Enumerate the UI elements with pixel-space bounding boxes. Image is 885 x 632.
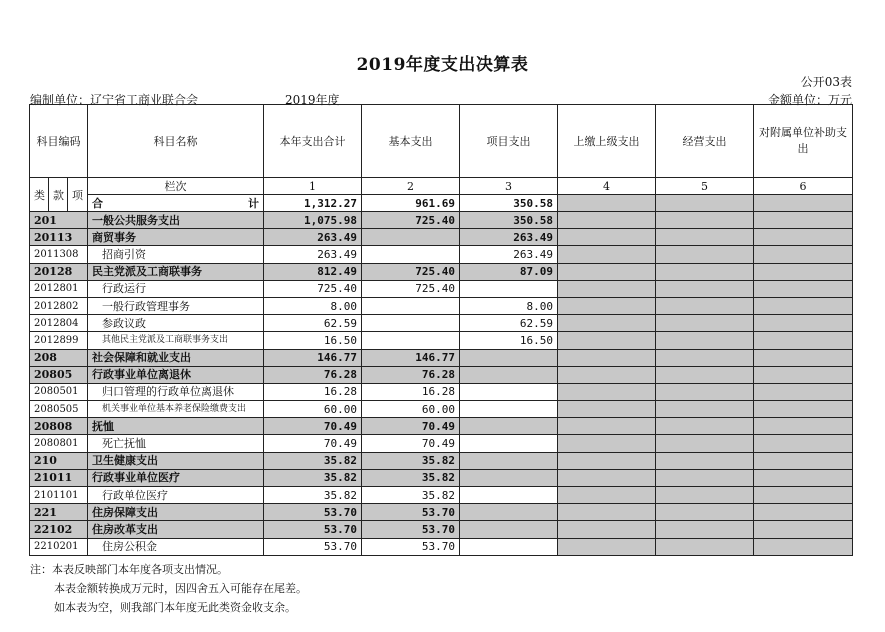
row-total: 53.70 — [264, 538, 362, 555]
col-no-3: 3 — [460, 178, 558, 195]
row-basic: 53.70 — [362, 504, 460, 521]
row-name: 归口管理的行政单位离退休 — [88, 383, 264, 400]
row-business — [656, 538, 754, 555]
header-subject-name: 科目名称 — [88, 105, 264, 178]
row-upper — [558, 212, 656, 229]
row-name: 抚恤 — [88, 418, 264, 435]
row-business — [656, 315, 754, 332]
row-project — [460, 280, 558, 297]
row-project: 62.59 — [460, 315, 558, 332]
page-title: 2019年度支出决算表 — [356, 55, 529, 75]
row-total: 812.49 — [264, 263, 362, 280]
row-subsidy — [754, 452, 853, 469]
row-subsidy — [754, 246, 853, 263]
col-no-2: 2 — [362, 178, 460, 195]
row-business — [656, 263, 754, 280]
total-label — [88, 195, 264, 212]
row-basic: 53.70 — [362, 521, 460, 538]
year-label: 2019年度 — [285, 93, 340, 107]
row-project — [460, 401, 558, 418]
row-business — [656, 280, 754, 297]
table-row — [30, 401, 853, 418]
note-1: 注：本表反映部门本年度各项支出情况。 — [30, 563, 228, 576]
row-project — [460, 452, 558, 469]
table-row — [30, 246, 853, 263]
row-basic — [362, 332, 460, 349]
row-subsidy — [754, 280, 853, 297]
row-project — [460, 435, 558, 452]
row-subsidy — [754, 521, 853, 538]
header-total: 本年支出合计 — [264, 105, 362, 178]
header-lei: 类 — [30, 178, 49, 212]
row-project: 263.49 — [460, 246, 558, 263]
table-row — [30, 297, 853, 314]
row-upper — [558, 452, 656, 469]
row-subsidy — [754, 487, 853, 504]
total-basic: 961.69 — [362, 195, 460, 212]
header-project: 项目支出 — [460, 105, 558, 178]
row-code: 22102 — [30, 521, 88, 538]
row-code: 201 — [30, 212, 88, 229]
col-no-1: 1 — [264, 178, 362, 195]
row-name: 住房保障支出 — [88, 504, 264, 521]
row-upper — [558, 315, 656, 332]
row-business — [656, 521, 754, 538]
row-basic: 725.40 — [362, 212, 460, 229]
row-basic: 35.82 — [362, 452, 460, 469]
row-name: 参政议政 — [88, 315, 264, 332]
row-name: 住房改革支出 — [88, 521, 264, 538]
row-upper — [558, 229, 656, 246]
notes — [30, 560, 307, 617]
row-total: 16.28 — [264, 383, 362, 400]
row-business — [656, 349, 754, 366]
row-business — [656, 452, 754, 469]
row-business — [656, 366, 754, 383]
row-project — [460, 504, 558, 521]
row-subsidy — [754, 401, 853, 418]
header-subject-code: 科目编码 — [30, 105, 88, 178]
expenditure-table — [29, 104, 853, 556]
note-3: 如本表为空，则我部门本年度无此类资金收支余。 — [54, 601, 296, 614]
row-code: 20128 — [30, 263, 88, 280]
row-name: 一般行政管理事务 — [88, 297, 264, 314]
table-row — [30, 229, 853, 246]
row-subsidy — [754, 504, 853, 521]
row-name: 行政事业单位医疗 — [88, 469, 264, 486]
row-total: 1,075.98 — [264, 212, 362, 229]
row-basic: 60.00 — [362, 401, 460, 418]
row-code: 210 — [30, 452, 88, 469]
row-code: 2080501 — [30, 383, 88, 400]
table-row — [30, 504, 853, 521]
row-code: 2012801 — [30, 280, 88, 297]
row-project — [460, 487, 558, 504]
row-total: 76.28 — [264, 366, 362, 383]
total-business — [656, 195, 754, 212]
row-name: 行政事业单位离退休 — [88, 366, 264, 383]
row-total: 35.82 — [264, 469, 362, 486]
row-upper — [558, 366, 656, 383]
row-subsidy — [754, 538, 853, 555]
row-name: 行政单位医疗 — [88, 487, 264, 504]
total-label-right: 计 — [248, 197, 260, 210]
row-total: 53.70 — [264, 504, 362, 521]
row-total: 70.49 — [264, 435, 362, 452]
row-name: 住房公积金 — [88, 538, 264, 555]
row-subsidy — [754, 383, 853, 400]
header-business: 经营支出 — [656, 105, 754, 178]
total-label-left: 合 — [92, 197, 104, 210]
row-name: 招商引资 — [88, 246, 264, 263]
row-total: 725.40 — [264, 280, 362, 297]
row-code: 208 — [30, 349, 88, 366]
row-project — [460, 418, 558, 435]
row-code: 2012804 — [30, 315, 88, 332]
row-basic — [362, 315, 460, 332]
header-kuan: 款 — [49, 178, 68, 212]
row-code: 221 — [30, 504, 88, 521]
row-total: 60.00 — [264, 401, 362, 418]
table-row — [30, 349, 853, 366]
table-row — [30, 366, 853, 383]
header-xiang: 项 — [68, 178, 88, 212]
row-subsidy — [754, 212, 853, 229]
unit-label: 金额单位：万元 — [767, 93, 852, 107]
table-code: 公开03表 — [800, 75, 852, 89]
table-row — [30, 452, 853, 469]
row-business — [656, 297, 754, 314]
row-project: 8.00 — [460, 297, 558, 314]
table-row — [30, 487, 853, 504]
row-upper — [558, 469, 656, 486]
row-project: 16.50 — [460, 332, 558, 349]
row-code: 20113 — [30, 229, 88, 246]
total-project: 350.58 — [460, 195, 558, 212]
row-business — [656, 435, 754, 452]
row-business — [656, 487, 754, 504]
row-code: 2012802 — [30, 297, 88, 314]
row-name: 卫生健康支出 — [88, 452, 264, 469]
table-row — [30, 435, 853, 452]
row-upper — [558, 246, 656, 263]
row-subsidy — [754, 315, 853, 332]
row-name: 社会保障和就业支出 — [88, 349, 264, 366]
row-business — [656, 401, 754, 418]
row-business — [656, 418, 754, 435]
row-business — [656, 246, 754, 263]
row-name: 商贸事务 — [88, 229, 264, 246]
total-upper — [558, 195, 656, 212]
row-basic: 16.28 — [362, 383, 460, 400]
row-business — [656, 229, 754, 246]
row-name: 一般公共服务支出 — [88, 212, 264, 229]
row-subsidy — [754, 297, 853, 314]
row-project — [460, 349, 558, 366]
row-upper — [558, 418, 656, 435]
row-upper — [558, 383, 656, 400]
row-subsidy — [754, 469, 853, 486]
header-column-no: 栏次 — [88, 178, 264, 195]
row-project — [460, 521, 558, 538]
row-code: 2011308 — [30, 246, 88, 263]
total-amount: 1,312.27 — [264, 195, 362, 212]
table-row — [30, 280, 853, 297]
row-business — [656, 469, 754, 486]
row-business — [656, 383, 754, 400]
row-subsidy — [754, 349, 853, 366]
row-upper — [558, 504, 656, 521]
table-row — [30, 263, 853, 280]
row-project — [460, 469, 558, 486]
col-no-5: 5 — [656, 178, 754, 195]
table-row — [30, 538, 853, 555]
header-subsidy: 对附属单位补助支出 — [754, 105, 853, 178]
row-subsidy — [754, 263, 853, 280]
table-row — [30, 521, 853, 538]
table-row — [30, 418, 853, 435]
table-row — [30, 212, 853, 229]
row-subsidy — [754, 435, 853, 452]
col-no-4: 4 — [558, 178, 656, 195]
row-subsidy — [754, 332, 853, 349]
row-name: 死亡抚恤 — [88, 435, 264, 452]
column-number-row — [30, 178, 853, 195]
row-basic: 146.77 — [362, 349, 460, 366]
row-name: 机关事业单位基本养老保险缴费支出 — [88, 401, 264, 418]
row-project — [460, 366, 558, 383]
row-basic: 35.82 — [362, 487, 460, 504]
row-name: 其他民主党派及工商联事务支出 — [88, 332, 264, 349]
total-subsidy — [754, 195, 853, 212]
row-basic — [362, 297, 460, 314]
table-row — [30, 469, 853, 486]
row-basic: 725.40 — [362, 263, 460, 280]
row-upper — [558, 263, 656, 280]
row-code: 2080801 — [30, 435, 88, 452]
row-business — [656, 332, 754, 349]
row-code: 2101101 — [30, 487, 88, 504]
header-basic: 基本支出 — [362, 105, 460, 178]
row-name: 民主党派及工商联事务 — [88, 263, 264, 280]
row-code: 21011 — [30, 469, 88, 486]
row-total: 146.77 — [264, 349, 362, 366]
row-total: 8.00 — [264, 297, 362, 314]
row-business — [656, 212, 754, 229]
row-project — [460, 538, 558, 555]
row-code: 2080505 — [30, 401, 88, 418]
row-total: 62.59 — [264, 315, 362, 332]
row-total: 263.49 — [264, 229, 362, 246]
row-code: 2012899 — [30, 332, 88, 349]
header-row — [30, 105, 853, 178]
note-2: 本表金额转换成万元时，因四舍五入可能存在尾差。 — [54, 582, 307, 595]
col-no-6: 6 — [754, 178, 853, 195]
row-basic — [362, 246, 460, 263]
row-upper — [558, 538, 656, 555]
table-row — [30, 315, 853, 332]
row-total: 35.82 — [264, 487, 362, 504]
row-basic: 725.40 — [362, 280, 460, 297]
org-label: 编制单位：辽宁省工商业联合会 — [30, 93, 199, 107]
row-total: 263.49 — [264, 246, 362, 263]
row-upper — [558, 435, 656, 452]
row-subsidy — [754, 366, 853, 383]
table-row — [30, 332, 853, 349]
row-basic: 70.49 — [362, 418, 460, 435]
row-project: 263.49 — [460, 229, 558, 246]
row-business — [656, 504, 754, 521]
row-upper — [558, 280, 656, 297]
row-total: 35.82 — [264, 452, 362, 469]
row-total: 16.50 — [264, 332, 362, 349]
row-upper — [558, 487, 656, 504]
row-upper — [558, 349, 656, 366]
row-basic: 70.49 — [362, 435, 460, 452]
row-basic: 53.70 — [362, 538, 460, 555]
row-project: 87.09 — [460, 263, 558, 280]
row-total: 53.70 — [264, 521, 362, 538]
row-upper — [558, 521, 656, 538]
row-project — [460, 383, 558, 400]
row-code: 20808 — [30, 418, 88, 435]
row-total: 70.49 — [264, 418, 362, 435]
row-upper — [558, 297, 656, 314]
header-upper: 上缴上级支出 — [558, 105, 656, 178]
row-code: 20805 — [30, 366, 88, 383]
row-project: 350.58 — [460, 212, 558, 229]
row-subsidy — [754, 229, 853, 246]
row-code: 2210201 — [30, 538, 88, 555]
row-upper — [558, 401, 656, 418]
row-subsidy — [754, 418, 853, 435]
row-basic: 76.28 — [362, 366, 460, 383]
row-name: 行政运行 — [88, 280, 264, 297]
table-row — [30, 383, 853, 400]
total-row — [30, 195, 853, 212]
row-upper — [558, 332, 656, 349]
row-basic: 35.82 — [362, 469, 460, 486]
row-basic — [362, 229, 460, 246]
